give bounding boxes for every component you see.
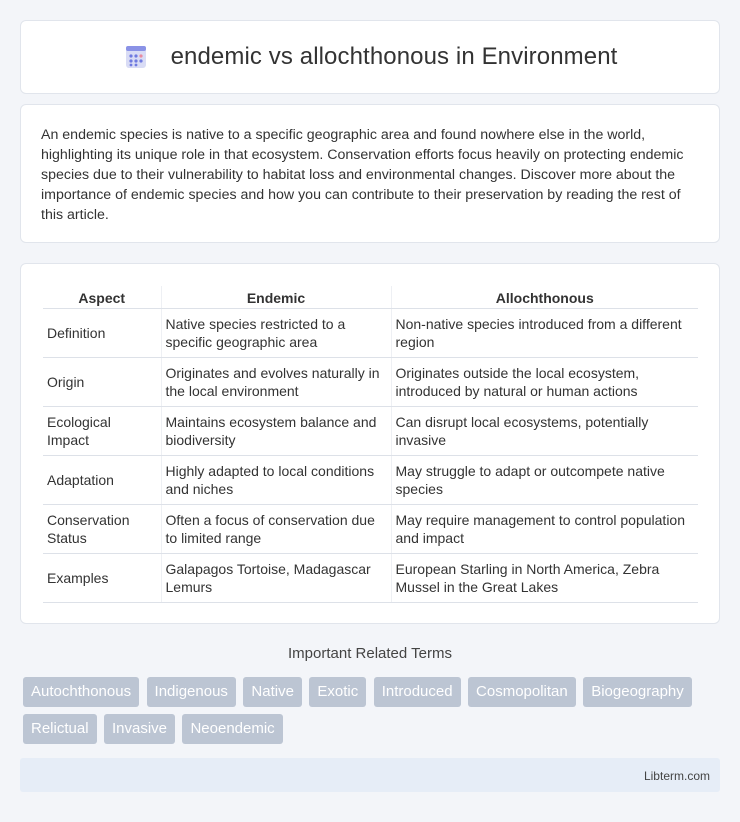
cell-endemic: Galapagos Tortoise, Madagascar Lemurs [161,554,391,603]
document-list-icon [123,44,149,70]
footer-site-link[interactable]: Libterm.com [643,769,710,783]
comparison-card [20,263,720,624]
cell-allochthonous: Originates outside the local ecosystem, introduced by natural or human actions [391,358,698,407]
cell-aspect: Ecological Impact [43,407,161,456]
table-row [43,407,698,456]
comparison-table [43,286,698,603]
cell-allochthonous: May require management to control population and impact [391,505,698,554]
intro-card [20,104,720,243]
related-term-tag[interactable]: Relictual [23,714,97,744]
cell-endemic: Maintains ecosystem balance and biodiversity [161,407,391,456]
cell-aspect: Origin [43,358,161,407]
related-term-tag[interactable]: Cosmopolitan [468,677,576,707]
related-term-tag[interactable]: Biogeography [583,677,692,707]
cell-allochthonous: Can disrupt local ecosystems, potentially invasive [391,407,698,456]
cell-aspect: Examples [43,554,161,603]
cell-endemic: Often a focus of conservation due to limited range [161,505,391,554]
header-card [20,20,720,94]
table-header-row [43,286,698,309]
cell-endemic: Native species restricted to a specific geographic area [161,309,391,358]
related-term-tag[interactable]: Autochthonous [23,677,139,707]
related-term-tag[interactable]: Introduced [374,677,461,707]
related-term-tag[interactable]: Indigenous [147,677,236,707]
related-terms-title: Important Related Terms [288,645,452,662]
table-row [43,358,698,407]
related-term-tag[interactable]: Invasive [104,714,175,744]
table-row [43,456,698,505]
related-term-tag[interactable]: Exotic [309,677,366,707]
cell-allochthonous: May struggle to adapt or outcompete native species [391,456,698,505]
related-term-tag[interactable]: Neoendemic [182,714,282,744]
cell-allochthonous: European Starling in North America, Zebra Mussel in the Great Lakes [391,554,698,603]
cell-endemic: Originates and evolves naturally in the local environment [161,358,391,407]
header-allochthonous: Allochthonous [391,286,698,309]
table-row [43,309,698,358]
header-aspect: Aspect [43,286,161,309]
related-term-tag[interactable]: Native [243,677,302,707]
cell-endemic: Highly adapted to local conditions and niches [161,456,391,505]
intro-text: An endemic species is native to a specific geographic area and found nowhere else in the world, highlighting its unique role in that ecosystem. Conservation efforts focus heavily on protecting endemic species due to their vulnerability to habitat loss and environmental changes. Discover more about the importance of endemic species and how you can contribute to their preservation by reading the rest of this article. [41,127,684,223]
related-terms-list [23,677,723,751]
cell-allochthonous: Non-native species introduced from a different region [391,309,698,358]
cell-aspect: Definition [43,309,161,358]
table-row [43,554,698,603]
table-row [43,505,698,554]
header-endemic: Endemic [161,286,391,309]
footer [20,758,720,792]
cell-aspect: Conservation Status [43,505,161,554]
page-title: endemic vs allochthonous in Environment [170,43,618,70]
cell-aspect: Adaptation [43,456,161,505]
